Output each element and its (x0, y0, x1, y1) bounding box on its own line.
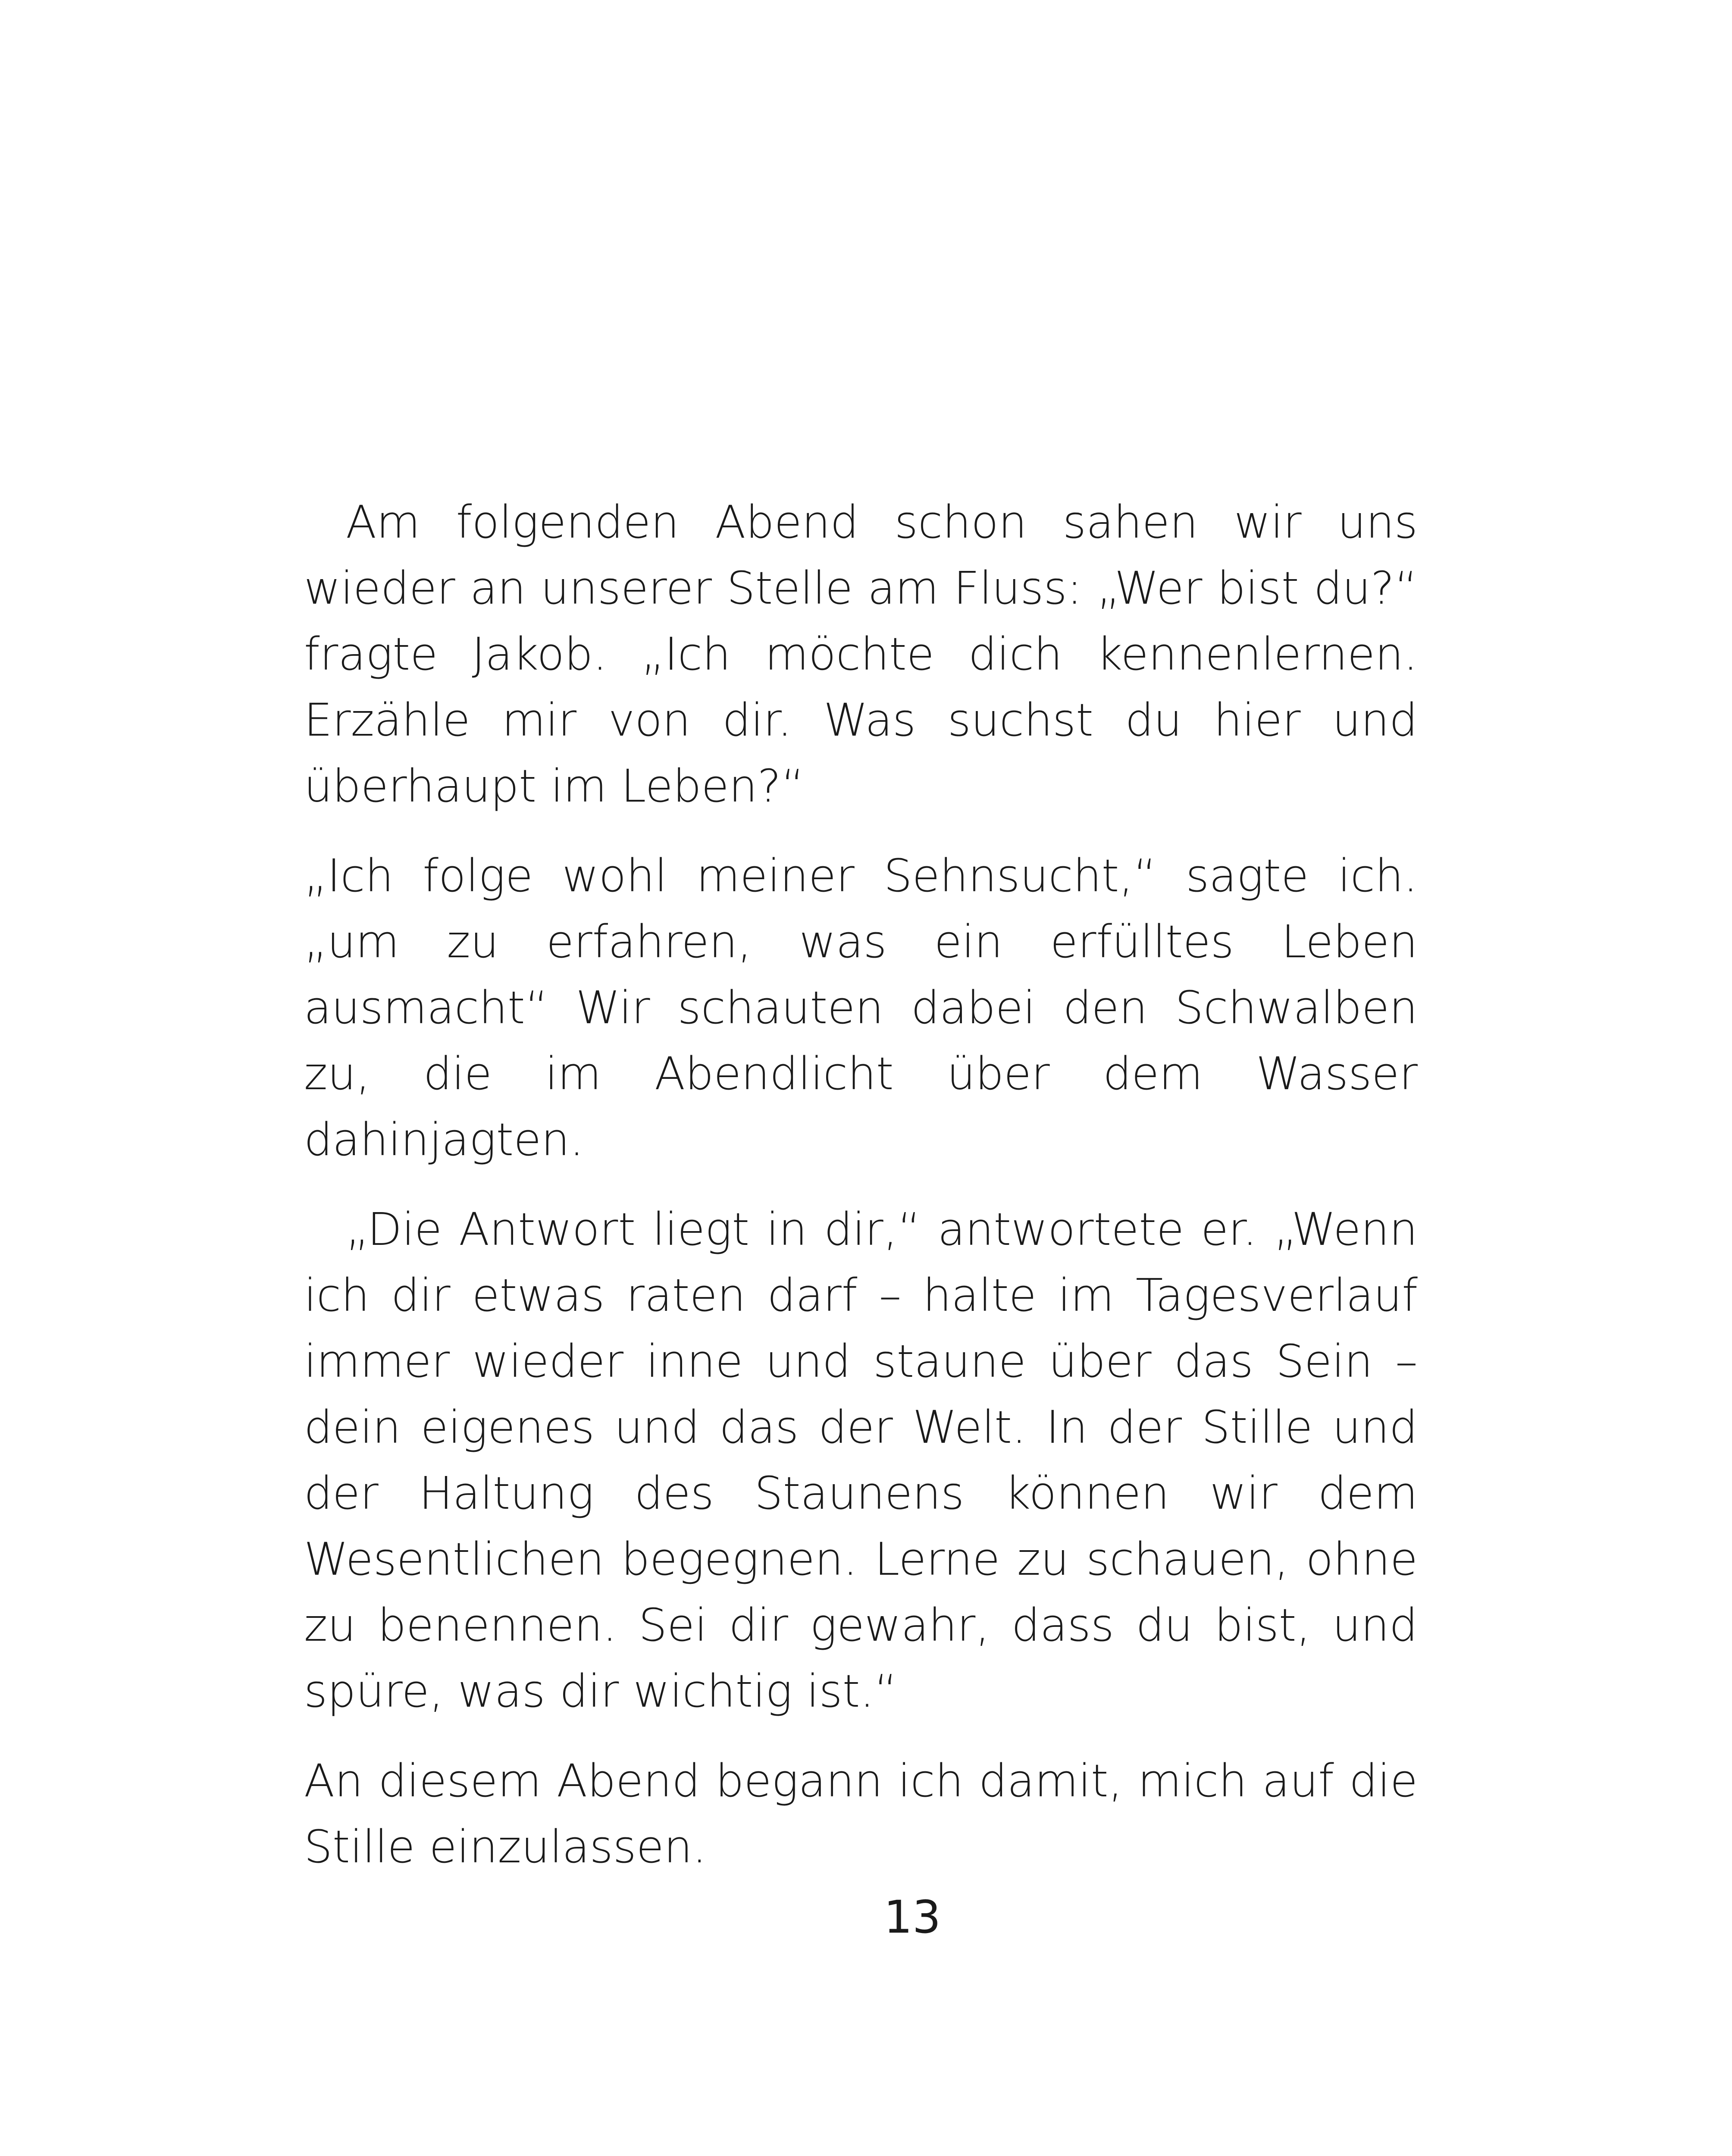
paragraph-3: „Die Antwort liegt in dir,“ antwortete er. „Wenn ich dir etwas raten darf – halte im Tagesverlauf immer wieder inne und staune über das Sein – dein eigenes und das der Welt. In der Stille und der Haltung des Staunens können wir dem Wesentlichen begegnen. Lerne zu schauen, ohne zu benennen. Sei dir gewahr, dass du bist, und spüre, was dir wichtig ist.“ (304, 1203, 1418, 1717)
paragraph-1: Am folgenden Abend schon sahen wir uns wieder an unserer Stelle am Fluss: „Wer bist du?“ fragte Jakob. „Ich möchte dich kennenlernen. Erzähle mir von dir. Was suchst du hier und überhaupt im Leben?“ (304, 496, 1418, 812)
body-text (304, 489, 1418, 1904)
page-number: 13 (883, 1891, 941, 1943)
paragraph-2: „Ich folge wohl meiner Sehnsucht,“ sagte ich. „um zu erfahren, was ein erfülltes Leben ausmacht“ Wir schauten dabei den Schwalben zu, die im Abendlicht über dem Wasser dahinjagten. (304, 849, 1418, 1166)
paragraph-4: An diesem Abend begann ich damit, mich auf die Stille einzulassen. (304, 1755, 1418, 1873)
